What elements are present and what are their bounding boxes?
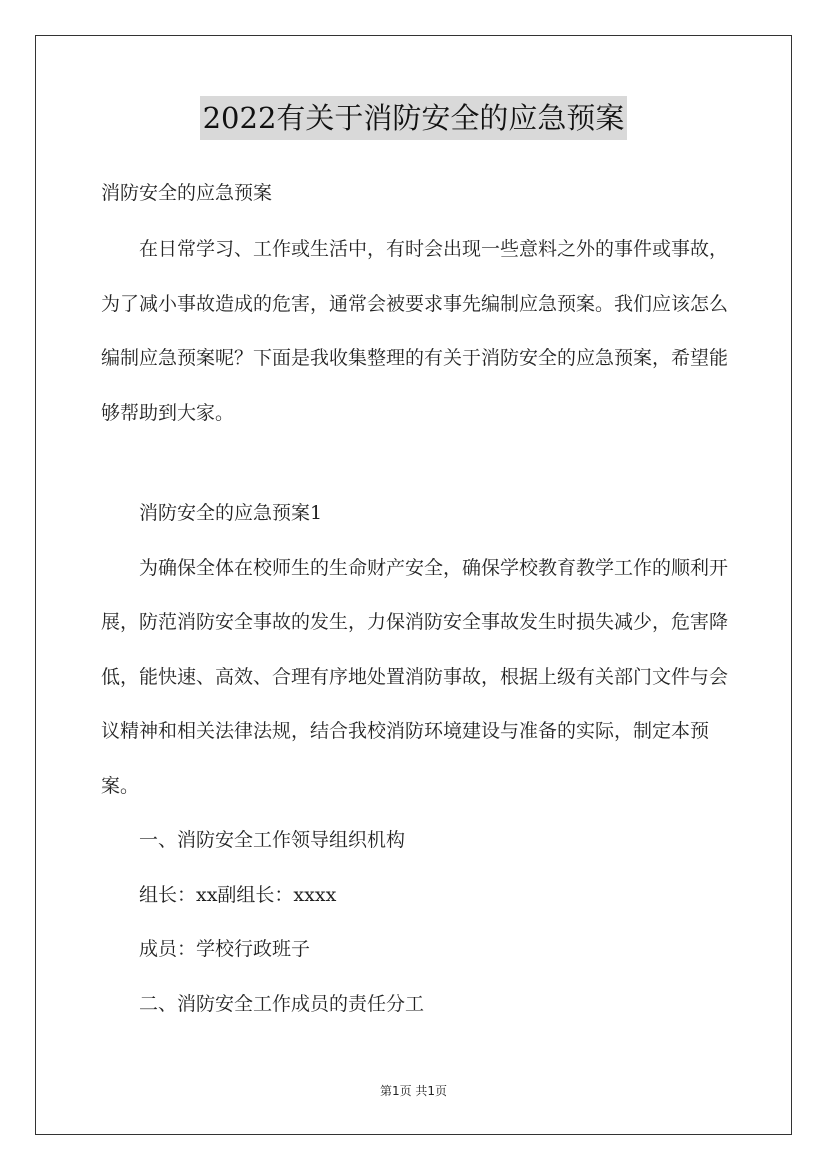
section-item-1: 一、消防安全工作领导组织机构 bbox=[139, 829, 406, 851]
section-item-2: 组长：xx副组长：xxxx bbox=[139, 883, 337, 906]
section1-heading: 消防安全的应急预案1 bbox=[139, 502, 323, 524]
document-body bbox=[101, 170, 728, 1031]
section-item-3: 成员：学校行政班子 bbox=[139, 938, 311, 960]
section1-paragraph: 为确保全体在校师生的生命财产安全，确保学校教育教学工作的顺利开展，防范消防安全事故的发生，力保消防安全事故发生时损失减少，危害降低，能快速、高效、合理有序地处置消防事故，根据上级有关部门文件与会议精神和相关法律法规，结合我校消防环境建设与准备的实际，制定本预案。 bbox=[101, 556, 729, 797]
paragraph-gap bbox=[101, 440, 728, 486]
document-title: 2022有关于消防安全的应急预案 bbox=[200, 96, 628, 140]
section-item-4: 二、消防安全工作成员的责任分工 bbox=[139, 992, 425, 1015]
page-footer: 第1页 共1页 bbox=[379, 1084, 448, 1098]
title-container bbox=[0, 96, 827, 140]
intro-paragraph: 在日常学习、工作或生活中，有时会出现一些意料之外的事件或事故，为了减小事故造成的危害，通常会被要求事先编制应急预案。我们应该怎么编制应急预案呢？下面是我收集整理的有关于消防安全的应急预案，希望能够帮助到大家。 bbox=[101, 238, 729, 424]
document-subtitle: 消防安全的应急预案 bbox=[101, 182, 273, 204]
